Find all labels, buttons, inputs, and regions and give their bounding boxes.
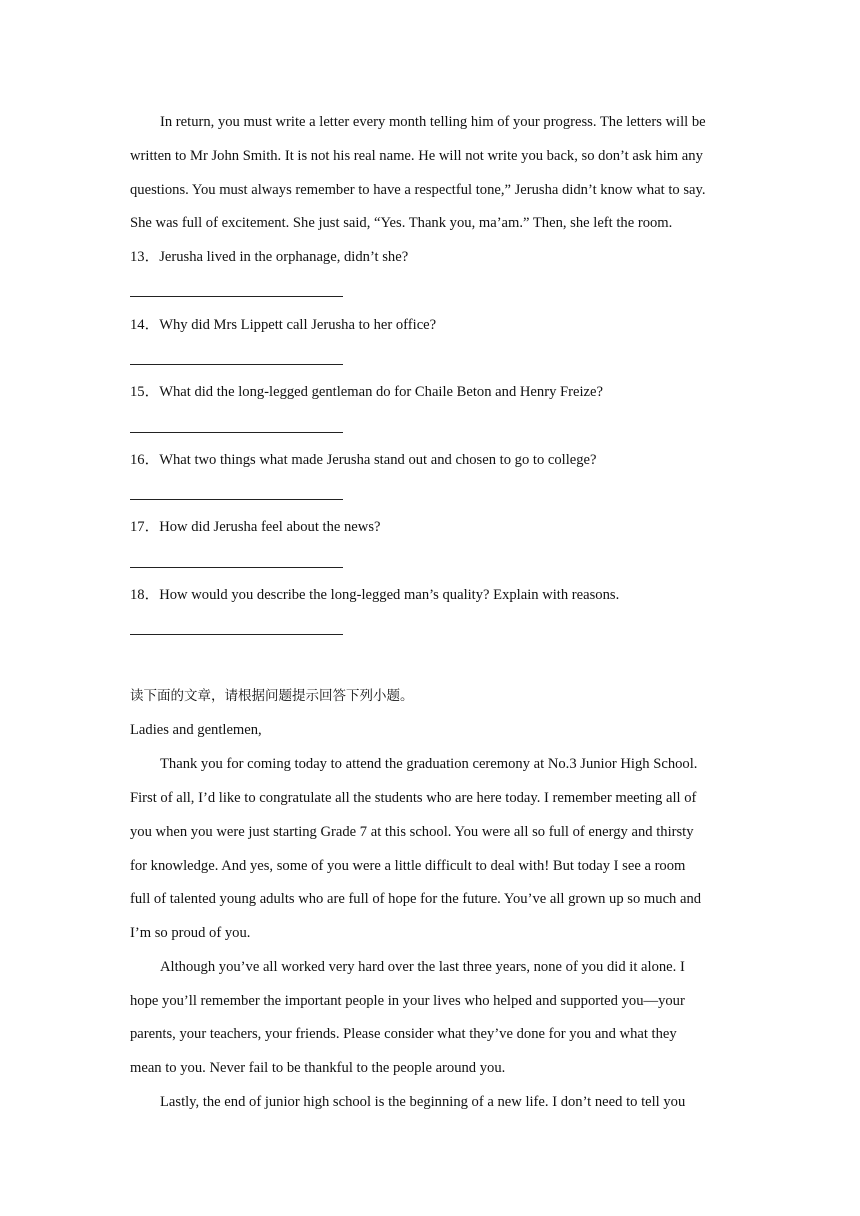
question-number: 18． <box>130 587 160 603</box>
question-text: How would you describe the long-legged man’s quality? Explain with reasons. <box>159 587 620 603</box>
question-13 <box>130 247 408 267</box>
passage-line: She was full of excitement. She just said, “Yes. Thank you, ma’am.” Then, she left the room. <box>130 215 673 231</box>
question-text: How did Jerusha feel about the news? <box>159 519 381 535</box>
question-text: Why did Mrs Lippett call Jerusha to her office? <box>159 317 437 333</box>
question-17 <box>130 517 380 537</box>
speech-line: you when you were just starting Grade 7 at this school. You were all so full of energy and thirsty <box>130 824 694 840</box>
question-number: 17． <box>130 519 160 535</box>
question-16 <box>130 450 597 470</box>
section-instruction: 读下面的文章，请根据问题提示回答下列小题。 <box>130 688 414 704</box>
question-14 <box>130 315 436 335</box>
question-15 <box>130 382 603 402</box>
question-text: What two things what made Jerusha stand out and chosen to go to college? <box>159 452 597 468</box>
answer-line-13[interactable] <box>130 296 343 297</box>
speech-line: hope you’ll remember the important people in your lives who helped and supported you—your <box>130 993 685 1009</box>
passage-line: In return, you must write a letter every month telling him of your progress. The letters will be <box>160 114 706 130</box>
answer-line-18[interactable] <box>130 634 343 635</box>
question-number: 14． <box>130 317 160 333</box>
speech-line: First of all, I’d like to congratulate all the students who are here today. I remember meeting all of <box>130 790 697 806</box>
question-number: 13． <box>130 249 160 265</box>
question-number: 16． <box>130 452 160 468</box>
question-text: What did the long-legged gentleman do for Chaile Beton and Henry Freize? <box>159 384 603 400</box>
question-18 <box>130 585 619 605</box>
speech-greeting: Ladies and gentlemen, <box>130 722 262 738</box>
speech-line: full of talented young adults who are full of hope for the future. You’ve all grown up so much and <box>130 891 702 907</box>
answer-line-17[interactable] <box>130 567 343 568</box>
question-number: 15． <box>130 384 160 400</box>
question-text: Jerusha lived in the orphanage, didn’t she? <box>159 249 409 265</box>
speech-line: parents, your teachers, your friends. Please consider what they’ve done for you and what they <box>130 1026 677 1042</box>
passage-line: written to Mr John Smith. It is not his real name. He will not write you back, so don’t ask him any <box>130 148 703 164</box>
answer-line-14[interactable] <box>130 364 343 365</box>
speech-line: I’m so proud of you. <box>130 925 251 941</box>
speech-line: Thank you for coming today to attend the graduation ceremony at No.3 Junior High School. <box>160 756 698 772</box>
speech-line: for knowledge. And yes, some of you were a little difficult to deal with! But today I see a room <box>130 858 686 874</box>
passage-line: questions. You must always remember to have a respectful tone,” Jerusha didn’t know what to say. <box>130 182 706 198</box>
speech-line: Lastly, the end of junior high school is the beginning of a new life. I don’t need to tell you <box>160 1094 686 1110</box>
answer-line-15[interactable] <box>130 432 343 433</box>
speech-line: Although you’ve all worked very hard over the last three years, none of you did it alone. I <box>160 959 685 975</box>
speech-line: mean to you. Never fail to be thankful to the people around you. <box>130 1060 506 1076</box>
answer-line-16[interactable] <box>130 499 343 500</box>
